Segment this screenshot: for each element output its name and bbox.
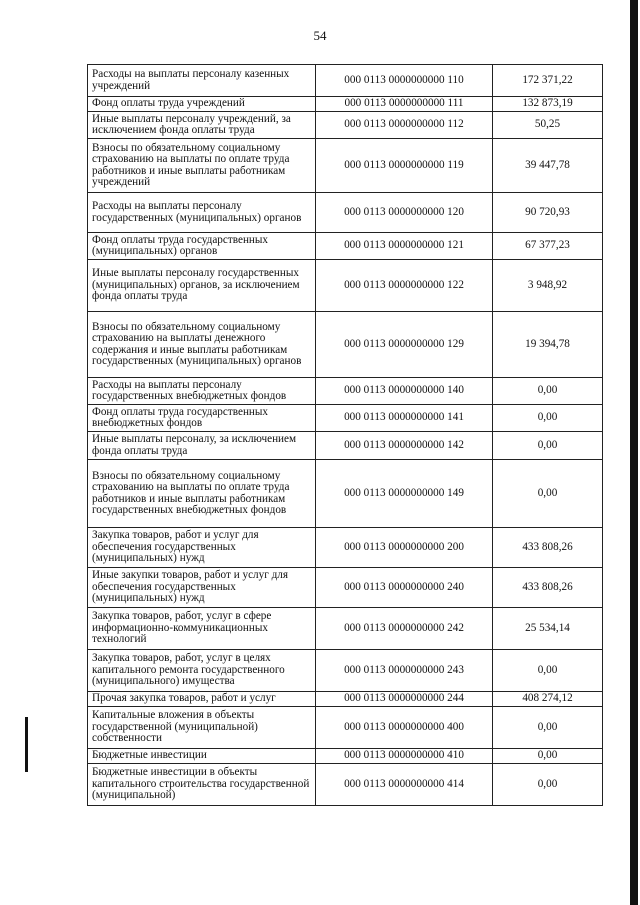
- budget-code-cell: 000 0113 0000000000 240: [316, 568, 493, 608]
- budget-code-cell: 000 0113 0000000000 400: [316, 707, 493, 749]
- expense-name-cell: Бюджетные инвестиции: [88, 749, 316, 764]
- expense-name-cell: Иные выплаты персоналу государственных (муниципальных) органов, за исключением фонда оплаты труда: [88, 260, 316, 312]
- table-row: [88, 193, 603, 233]
- budget-code-cell: 000 0113 0000000000 110: [316, 65, 493, 97]
- expense-name-cell: Закупка товаров, работ, услуг в сфере информационно-коммуникационных технологий: [88, 608, 316, 650]
- expense-name-cell: Закупка товаров, работ, услуг в целях капитального ремонта государственного (муниципального) имущества: [88, 650, 316, 692]
- table-row: [88, 378, 603, 405]
- budget-code-cell: 000 0113 0000000000 243: [316, 650, 493, 692]
- budget-code-cell: 000 0113 0000000000 414: [316, 764, 493, 806]
- amount-cell: 25 534,14: [493, 608, 603, 650]
- expense-name-cell: Иные выплаты персоналу, за исключением фонда оплаты труда: [88, 432, 316, 460]
- amount-cell: 3 948,92: [493, 260, 603, 312]
- amount-cell: 172 371,22: [493, 65, 603, 97]
- expense-name-cell: Закупка товаров, работ и услуг для обеспечения государственных (муниципальных) нужд: [88, 528, 316, 568]
- amount-cell: 433 808,26: [493, 568, 603, 608]
- amount-cell: 0,00: [493, 378, 603, 405]
- budget-code-cell: 000 0113 0000000000 140: [316, 378, 493, 405]
- table-row: [88, 312, 603, 378]
- budget-code-cell: 000 0113 0000000000 149: [316, 460, 493, 528]
- table-row: [88, 707, 603, 749]
- expense-name-cell: Взносы по обязательному социальному страхованию на выплаты денежного содержания и иные выплаты работникам государственных (муниципальных) органов: [88, 312, 316, 378]
- expense-name-cell: Взносы по обязательному социальному страхованию на выплаты по оплате труда работников и иные выплаты работникам государственных внебюджетных фондов: [88, 460, 316, 528]
- table-row: [88, 139, 603, 193]
- amount-cell: 39 447,78: [493, 139, 603, 193]
- table-row: [88, 405, 603, 432]
- scan-edge-shadow: [630, 0, 638, 905]
- amount-cell: 0,00: [493, 650, 603, 692]
- amount-cell: 0,00: [493, 764, 603, 806]
- expense-name-cell: Иные закупки товаров, работ и услуг для обеспечения государственных (муниципальных) нужд: [88, 568, 316, 608]
- budget-code-cell: 000 0113 0000000000 122: [316, 260, 493, 312]
- expense-name-cell: Прочая закупка товаров, работ и услуг: [88, 692, 316, 707]
- expense-name-cell: Расходы на выплаты персоналу казенных учреждений: [88, 65, 316, 97]
- amount-cell: 0,00: [493, 432, 603, 460]
- amount-cell: 408 274,12: [493, 692, 603, 707]
- table-row: [88, 65, 603, 97]
- table-row: [88, 608, 603, 650]
- expense-name-cell: Взносы по обязательному социальному страхованию на выплаты по оплате труда работников и иные выплаты работникам учреждений: [88, 139, 316, 193]
- budget-code-cell: 000 0113 0000000000 129: [316, 312, 493, 378]
- table-row: [88, 568, 603, 608]
- budget-table-body: [88, 65, 603, 806]
- amount-cell: 0,00: [493, 460, 603, 528]
- amount-cell: 90 720,93: [493, 193, 603, 233]
- expense-name-cell: Расходы на выплаты персоналу государственных (муниципальных) органов: [88, 193, 316, 233]
- amount-cell: 67 377,23: [493, 233, 603, 260]
- table-row: [88, 112, 603, 139]
- budget-code-cell: 000 0113 0000000000 200: [316, 528, 493, 568]
- amount-cell: 0,00: [493, 405, 603, 432]
- table-row: [88, 749, 603, 764]
- budget-code-cell: 000 0113 0000000000 121: [316, 233, 493, 260]
- table-row: [88, 432, 603, 460]
- table-row: [88, 233, 603, 260]
- budget-code-cell: 000 0113 0000000000 112: [316, 112, 493, 139]
- budget-code-cell: 000 0113 0000000000 244: [316, 692, 493, 707]
- expense-name-cell: Фонд оплаты труда учреждений: [88, 97, 316, 112]
- budget-table: [87, 64, 603, 806]
- table-row: [88, 764, 603, 806]
- amount-cell: 433 808,26: [493, 528, 603, 568]
- expense-name-cell: Капитальные вложения в объекты государственной (муниципальной) собственности: [88, 707, 316, 749]
- expense-name-cell: Иные выплаты персоналу учреждений, за исключением фонда оплаты труда: [88, 112, 316, 139]
- expense-name-cell: Расходы на выплаты персоналу государственных внебюджетных фондов: [88, 378, 316, 405]
- margin-mark: [25, 717, 28, 772]
- budget-code-cell: 000 0113 0000000000 242: [316, 608, 493, 650]
- amount-cell: 0,00: [493, 749, 603, 764]
- table-row: [88, 260, 603, 312]
- amount-cell: 0,00: [493, 707, 603, 749]
- expense-name-cell: Бюджетные инвестиции в объекты капитального строительства государственной (муниципальной): [88, 764, 316, 806]
- budget-code-cell: 000 0113 0000000000 111: [316, 97, 493, 112]
- table-row: [88, 692, 603, 707]
- table-row: [88, 97, 603, 112]
- amount-cell: 50,25: [493, 112, 603, 139]
- budget-code-cell: 000 0113 0000000000 141: [316, 405, 493, 432]
- budget-code-cell: 000 0113 0000000000 410: [316, 749, 493, 764]
- expense-name-cell: Фонд оплаты труда государственных (муниципальных) органов: [88, 233, 316, 260]
- table-row: [88, 460, 603, 528]
- page-number: 54: [313, 28, 327, 43]
- budget-code-cell: 000 0113 0000000000 142: [316, 432, 493, 460]
- table-row: [88, 650, 603, 692]
- budget-code-cell: 000 0113 0000000000 119: [316, 139, 493, 193]
- amount-cell: 132 873,19: [493, 97, 603, 112]
- expense-name-cell: Фонд оплаты труда государственных внебюджетных фондов: [88, 405, 316, 432]
- budget-code-cell: 000 0113 0000000000 120: [316, 193, 493, 233]
- table-row: [88, 528, 603, 568]
- amount-cell: 19 394,78: [493, 312, 603, 378]
